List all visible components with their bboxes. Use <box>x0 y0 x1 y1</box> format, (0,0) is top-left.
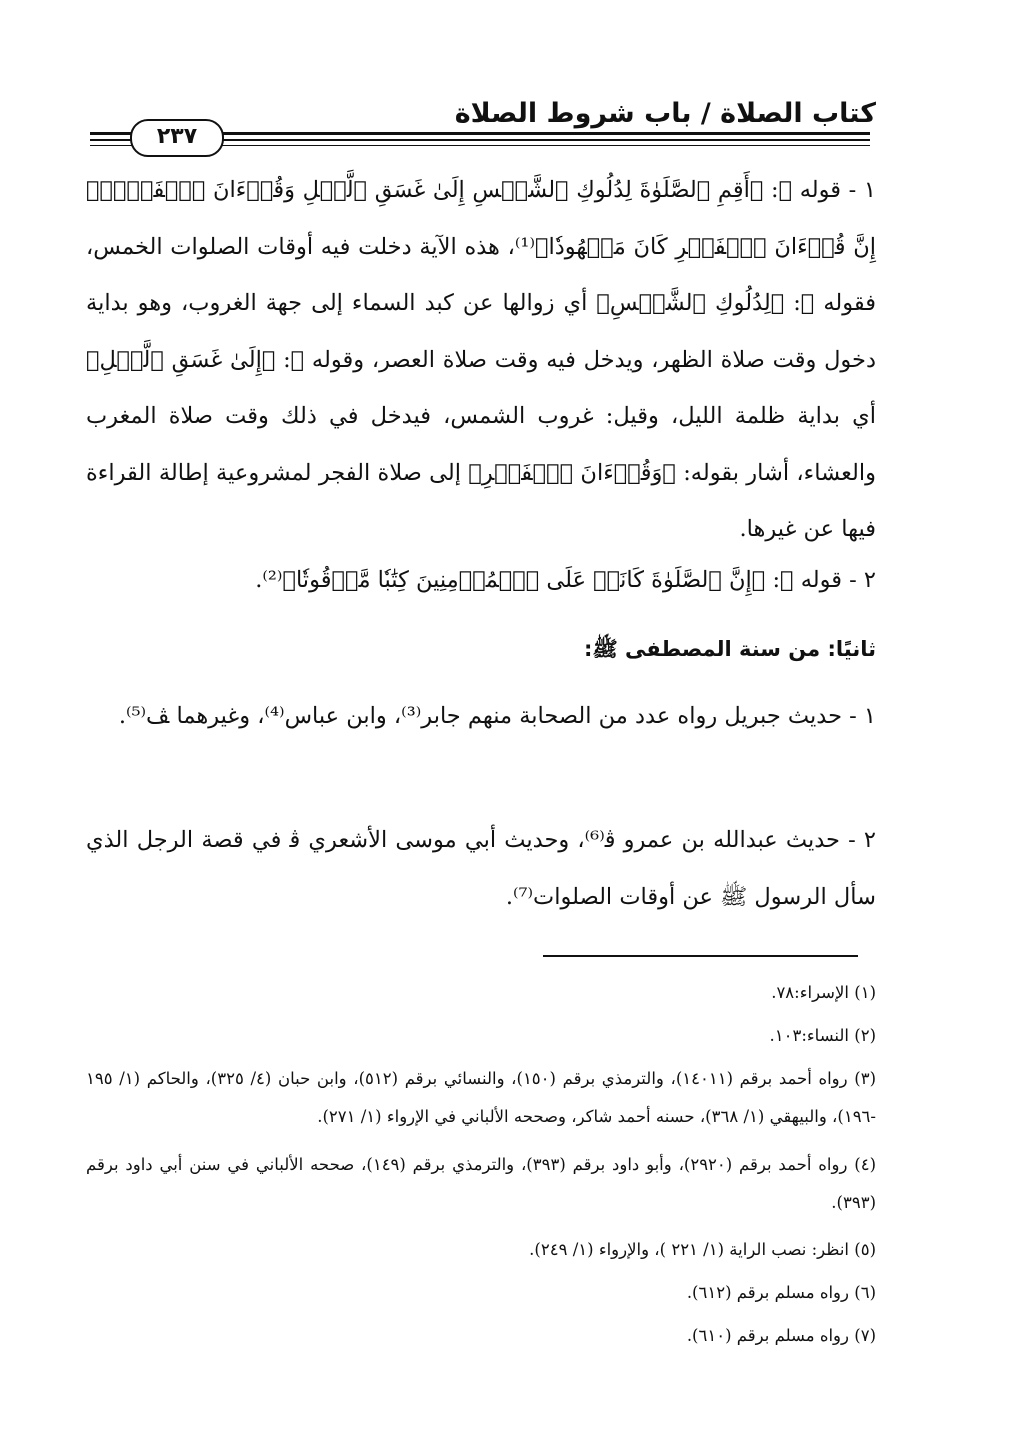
running-header-title: كتاب الصلاة / باب شروط الصلاة <box>454 98 876 129</box>
paragraph-hadith-2: ٢ - حديث عبدالله بن عمرو ﭬ⁽⁶⁾، وحديث أبي موسى الأشعري ﭬ في قصة الرجل الذي سأل الرسول ﷺ عن أوقات الصلوات⁽⁷⁾. <box>86 827 876 910</box>
section-heading-sunnah: ثانيًا: من سنة المصطفى ﷺ: <box>583 637 876 661</box>
footnote-6: (٦) رواه مسلم برقم (٦١٢). <box>686 1283 876 1302</box>
paragraph-verse-1: ١ - قوله ﷻ: ﴿أَقِمِ ٱلصَّلَوٰةَ لِدُلُوكِ ٱلشَّمۡسِ إِلَىٰ غَسَقِ ٱلَّيۡلِ وَقُرۡءَانَ ٱلۡفَجۡرِۖ إِنَّ قُرۡءَانَ ٱلۡفَجۡرِ كَانَ مَشۡهُودٗا﴾⁽¹⁾، هذه الآية دخلت فيه أوقات الصلوات الخمس، فقوله ﷻ: ﴿لِدُلُوكِ ٱلشَّمۡسِ﴾ أي زوالها عن كبد السماء إلى جهة الغروب، وهو بداية دخول وقت صلاة الظهر، ويدخل فيه وقت صلاة العصر، وقوله ﷻ: ﴿إِلَىٰ غَسَقِ ٱلَّيۡلِ﴾ أي بداية ظلمة الليل، وقيل: غروب الشمس، فيدخل في ذلك وقت صلاة المغرب والعشاء، أشار بقوله: ﴿وَقُرۡءَانَ ٱلۡفَجۡرِ﴾ إلى صلاة الفجر لمشروعية إطالة القراءة فيها عن غيرها. <box>86 177 876 542</box>
hadith-block-1 <box>86 688 876 745</box>
hadith-block-2 <box>86 812 876 925</box>
footnote-separator <box>543 955 858 957</box>
footnote-1: (١) الإسراء:٧٨. <box>771 983 876 1002</box>
footnote-2: (٢) النساء:١٠٣. <box>769 1026 876 1045</box>
paragraph-hadith-1: ١ - حديث جبريل رواه عدد من الصحابة منهم جابر⁽³⁾، وابن عباس⁽⁴⁾، وغيرهما ﭫ⁽⁵⁾. <box>118 703 876 729</box>
paragraph-verse-2: ٢ - قوله ﷻ: ﴿إِنَّ ٱلصَّلَوٰةَ كَانَتۡ عَلَى ٱلۡمُؤۡمِنِينَ كِتَٰبٗا مَّوۡقُوتٗا﴾⁽²⁾. <box>255 567 876 593</box>
footnote-4: (٤) رواه أحمد برقم (٢٩٢٠)، وأبو داود برقم (٣٩٣)، والترمذي برقم (١٤٩)، صححه الألباني في سنن أبي داود برقم (٣٩٣). <box>86 1155 876 1212</box>
footnote-7: (٧) رواه مسلم برقم (٦١٠). <box>686 1326 876 1345</box>
main-text <box>86 162 876 558</box>
footnote-3: (٣) رواه أحمد برقم (١٤٠١١)، والترمذي برقم (١٥٠)، والنسائي برقم (٥١٢)، وابن حبان (٤/ ٣٢٥)، والحاكم (١/ ١٩٥ -١٩٦)، والبيهقي (١/ ٣٦٨)، حسنه أحمد شاكر، وصححه الألباني في الإرواء (١/ ٢٧١). <box>86 1069 876 1126</box>
page-number: ٢٣٧ <box>130 119 224 157</box>
footnote-5: (٥) انظر: نصب الراية (١/ ٢٢١ )، والإرواء (١/ ٢٤٩). <box>529 1240 876 1259</box>
